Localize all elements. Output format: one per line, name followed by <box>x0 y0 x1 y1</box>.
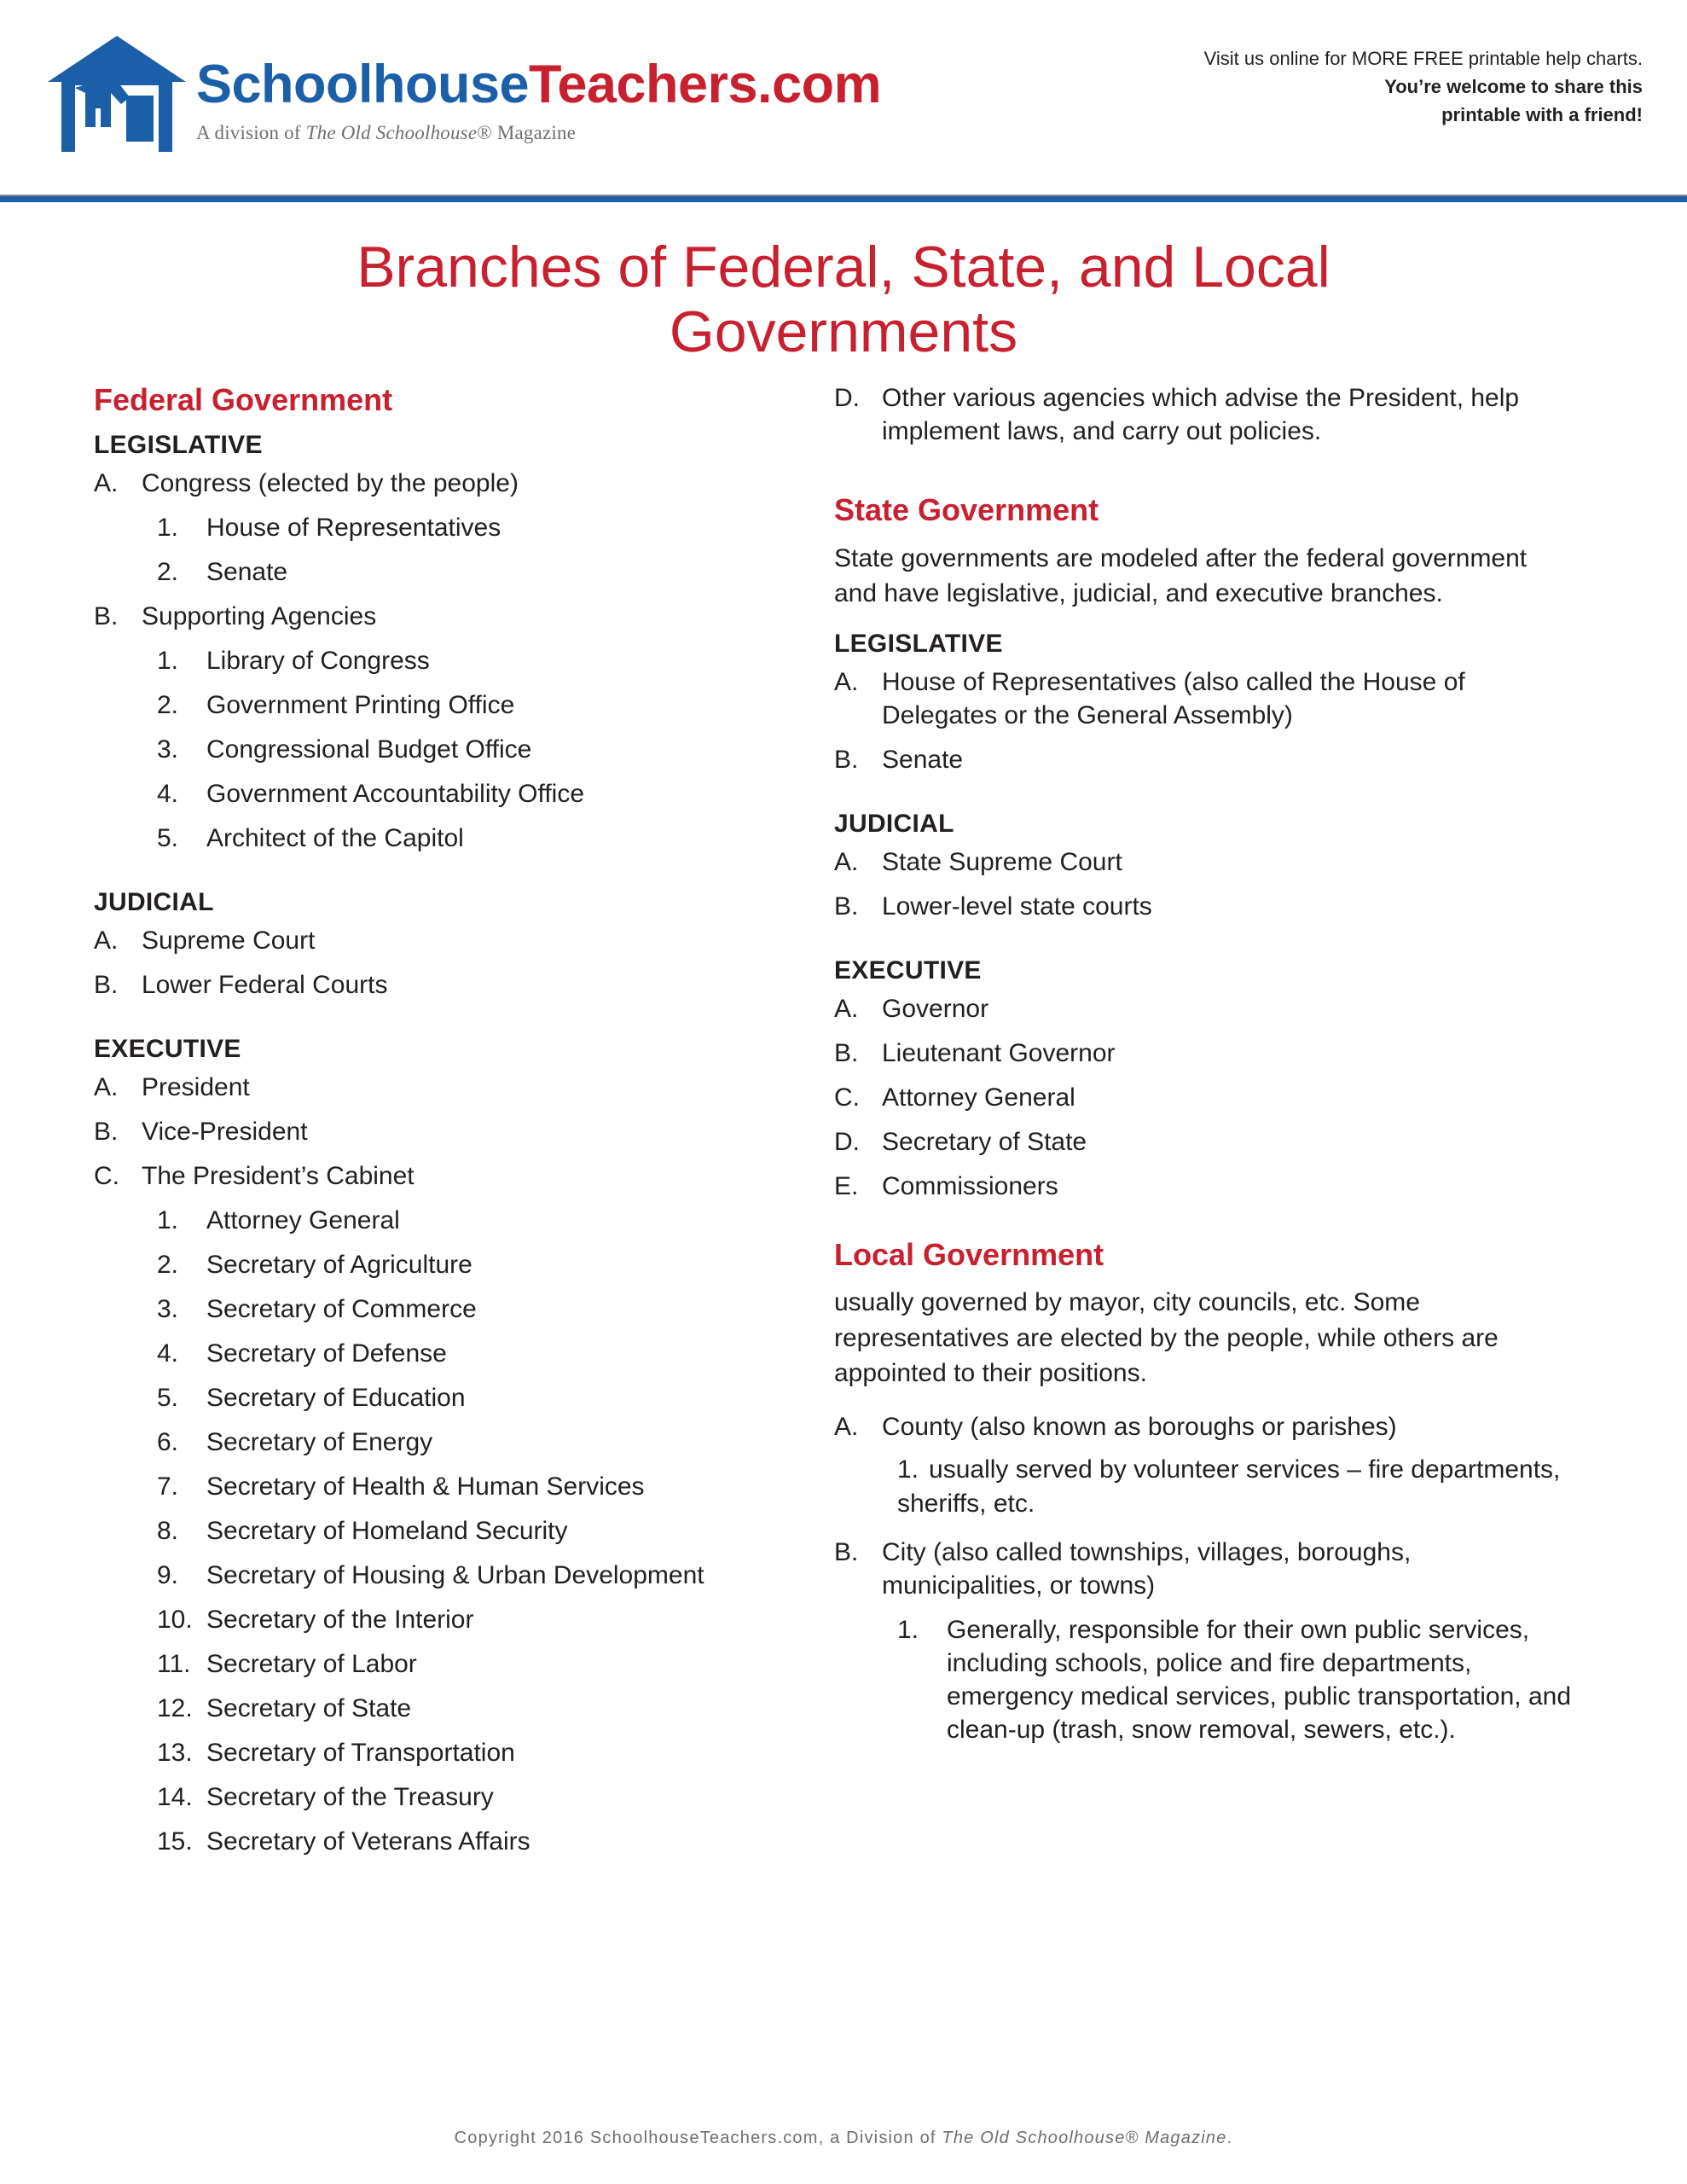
state-legislative-list <box>834 665 1576 776</box>
item-marker: B. <box>834 746 859 775</box>
logo-tagline-italic: The Old Schoolhouse <box>305 122 478 143</box>
federal-legislative-list <box>94 467 768 500</box>
list-item <box>157 644 768 677</box>
list-item <box>157 1470 768 1503</box>
list-item <box>834 1125 1576 1159</box>
item-text: Government Accountability Office <box>206 779 584 808</box>
item-text: City (also called townships, villages, boroughs, municipalities, or towns) <box>882 1538 1412 1600</box>
list-item <box>94 1115 768 1148</box>
federal-supporting-agencies-sublist <box>94 644 768 855</box>
header-note <box>1204 44 1643 129</box>
schoolhouse-logo-icon <box>44 32 189 160</box>
list-item <box>157 1692 768 1725</box>
list-item <box>94 600 768 633</box>
item-text: Secretary of Education <box>206 1383 466 1412</box>
copyright-prefix: Copyright 2016 SchoolhouseTeachers.com, a Division of <box>454 2129 942 2147</box>
federal-executive-heading: EXECUTIVE <box>94 1034 241 1063</box>
federal-executive-list <box>94 1071 768 1193</box>
list-item <box>157 1559 768 1592</box>
item-marker: 13. <box>157 1738 193 1767</box>
header-note-line2: You’re welcome to share this <box>1384 76 1643 97</box>
item-text: Attorney General <box>206 1205 400 1234</box>
list-item <box>157 777 768 810</box>
list-item <box>834 743 1576 776</box>
list-item <box>834 890 1576 923</box>
item-marker: B. <box>834 892 859 921</box>
logo-tagline <box>196 122 881 144</box>
list-item <box>157 1381 768 1414</box>
list-item <box>157 1204 768 1237</box>
list-item <box>157 1647 768 1681</box>
header-note-line1: Visit us online for MORE FREE printable help charts. <box>1203 48 1643 69</box>
item-marker: 15. <box>157 1827 193 1856</box>
list-item <box>157 555 768 589</box>
item-marker: C. <box>94 1161 119 1190</box>
item-text: House of Representatives <box>206 513 501 542</box>
copyright-suffix: . <box>1226 2129 1233 2147</box>
item-marker: 1. <box>157 1205 179 1234</box>
item-text: Other various agencies which advise the President, help implement laws, and carry out policies. <box>882 384 1520 446</box>
item-marker: 1. <box>897 1616 919 1645</box>
federal-legislative-list-b <box>94 600 768 633</box>
list-item <box>157 1337 768 1370</box>
item-marker: 10. <box>157 1605 193 1634</box>
list-item <box>157 1292 768 1326</box>
item-marker: A. <box>94 1072 119 1101</box>
item-marker: 2. <box>157 690 179 719</box>
item-text: Supreme Court <box>142 926 316 955</box>
item-marker: 11. <box>157 1649 191 1678</box>
list-item <box>834 381 1576 448</box>
item-text: Secretary of Energy <box>206 1427 433 1456</box>
list-item <box>157 1780 768 1814</box>
item-text: Lower Federal Courts <box>142 970 388 999</box>
item-text: Congressional Budget Office <box>206 735 532 764</box>
section-heading-state: State Government <box>834 492 1099 528</box>
item-text: State Supreme Court <box>882 848 1122 877</box>
section-heading-federal: Federal Government <box>94 382 393 418</box>
item-text: Governor <box>882 995 989 1024</box>
list-item <box>834 845 1576 879</box>
list-item <box>94 1159 768 1193</box>
list-item <box>157 1514 768 1548</box>
federal-legislative-congress-sublist <box>94 511 768 589</box>
item-marker: D. <box>834 1128 860 1157</box>
state-judicial-list <box>834 845 1576 923</box>
item-text: usually served by volunteer services – fire departments, sheriffs, etc. <box>897 1455 1561 1518</box>
federal-cabinet-sublist <box>94 1204 768 1858</box>
state-legislative-heading: LEGISLATIVE <box>834 630 1003 659</box>
content-columns <box>0 381 1687 1868</box>
logo-tagline-prefix: A division of <box>196 122 306 143</box>
logo-brand-part2: Teachers.com <box>529 55 882 114</box>
item-marker: 9. <box>157 1560 179 1589</box>
item-marker: 4. <box>157 779 179 808</box>
federal-legislative-heading: LEGISLATIVE <box>94 430 263 459</box>
item-text: House of Representatives (also called the House of Delegates or the General Assembly) <box>882 668 1465 730</box>
item-text: Generally, responsible for their own public services, including schools, police and fire departments, emergency medical services, public transportation, and clean-up (trash, snow removal, sewers, etc.). <box>947 1616 1572 1745</box>
item-text: Architect of the Capitol <box>206 823 464 852</box>
item-text: Commissioners <box>882 1172 1058 1201</box>
item-marker: E. <box>834 1172 859 1201</box>
header-divider <box>0 195 1687 202</box>
state-executive-heading: EXECUTIVE <box>834 956 982 985</box>
item-text: Congress (elected by the people) <box>142 468 519 497</box>
item-marker: 8. <box>157 1516 179 1545</box>
list-item <box>94 467 768 500</box>
federal-judicial-list <box>94 924 768 1002</box>
item-marker: 3. <box>157 1294 179 1323</box>
item-text: Government Printing Office <box>206 690 515 719</box>
item-marker: B. <box>834 1039 859 1068</box>
item-text: The President’s Cabinet <box>142 1161 415 1190</box>
item-text: Senate <box>882 746 964 775</box>
state-executive-list <box>834 992 1576 1203</box>
list-item <box>834 1081 1576 1114</box>
item-text: Secretary of Housing & Urban Development <box>206 1560 704 1589</box>
item-marker: A. <box>834 848 859 877</box>
item-text: Library of Congress <box>206 646 430 675</box>
item-marker: B. <box>834 1538 859 1567</box>
item-marker: A. <box>834 995 859 1024</box>
local-list-city <box>834 1536 1576 1602</box>
item-marker: 1. <box>157 646 179 675</box>
item-text: Secretary of Defense <box>206 1339 447 1368</box>
item-text: Attorney General <box>882 1083 1075 1112</box>
list-item <box>94 968 768 1002</box>
item-text: Lieutenant Governor <box>882 1039 1116 1068</box>
logo-wordmark <box>196 32 881 144</box>
item-marker: B. <box>94 601 119 630</box>
list-item <box>94 924 768 957</box>
page-footer <box>0 2129 1687 2148</box>
item-marker: 5. <box>157 823 179 852</box>
header-note-line3: printable with a friend! <box>1441 104 1643 125</box>
item-marker: 1. <box>157 513 179 542</box>
section-heading-local: Local Government <box>834 1237 1104 1273</box>
item-text: Secretary of Homeland Security <box>206 1516 568 1545</box>
page-header <box>0 0 1687 195</box>
list-item <box>834 1536 1576 1602</box>
list-item <box>834 992 1576 1025</box>
list-item <box>834 1170 1576 1203</box>
list-item <box>157 1825 768 1858</box>
logo-brand-part1: Schoolhouse <box>196 55 530 114</box>
state-judicial-heading: JUDICIAL <box>834 810 954 839</box>
item-text: Secretary of Labor <box>206 1649 417 1678</box>
item-marker: 2. <box>157 557 179 586</box>
copyright-italic: The Old Schoolhouse® Magazine <box>942 2129 1227 2147</box>
list-item <box>834 1037 1576 1070</box>
list-item <box>157 1248 768 1281</box>
item-text: Secretary of Agriculture <box>206 1250 472 1279</box>
item-marker: A. <box>834 1412 859 1441</box>
item-marker: A. <box>94 926 119 955</box>
item-marker: 2. <box>157 1250 179 1279</box>
item-marker: C. <box>834 1083 860 1112</box>
item-marker: 7. <box>157 1472 179 1501</box>
list-item <box>157 1426 768 1459</box>
item-text: Secretary of State <box>882 1128 1087 1157</box>
page-title: Branches of Federal, State, and Local Governments <box>357 235 1330 365</box>
local-intro-paragraph: usually governed by mayor, city councils, etc. Some representatives are elected by the people, while others are appointed to their positions. <box>834 1288 1499 1388</box>
item-text: Secretary of the Treasury <box>206 1782 494 1811</box>
item-text: Secretary of Health & Human Services <box>206 1472 645 1501</box>
item-marker: A. <box>834 668 859 697</box>
item-marker: 5. <box>157 1383 179 1412</box>
list-item <box>834 1410 1576 1443</box>
list-item <box>157 1603 768 1636</box>
item-marker: B. <box>94 1117 119 1146</box>
list-item <box>157 688 768 722</box>
item-text: President <box>142 1072 250 1101</box>
item-marker: D. <box>834 384 860 413</box>
item-text: County (also known as boroughs or parishes) <box>882 1412 1397 1441</box>
item-marker: 14. <box>157 1782 193 1811</box>
item-marker: 4. <box>157 1339 179 1368</box>
item-text: Secretary of State <box>206 1693 412 1722</box>
local-list-county <box>834 1410 1576 1443</box>
list-item <box>157 733 768 766</box>
item-text: Vice-President <box>142 1117 308 1146</box>
list-item <box>94 1071 768 1104</box>
item-text: Lower-level state courts <box>882 892 1152 921</box>
right-column <box>834 381 1576 1757</box>
item-marker: A. <box>94 468 119 497</box>
list-item <box>157 511 768 544</box>
item-marker: B. <box>94 970 119 999</box>
item-text: Secretary of Commerce <box>206 1294 477 1323</box>
federal-judicial-heading: JUDICIAL <box>94 887 214 916</box>
list-item <box>834 665 1576 732</box>
list-item <box>157 822 768 855</box>
item-text: Supporting Agencies <box>142 601 377 630</box>
local-city-sublist <box>834 1613 1576 1746</box>
item-marker: 6. <box>157 1427 179 1456</box>
item-text: Secretary of Veterans Affairs <box>206 1827 530 1856</box>
item-marker: 12. <box>157 1693 193 1722</box>
local-county-sub <box>834 1453 1576 1521</box>
list-item <box>157 1736 768 1769</box>
left-column <box>94 381 768 1868</box>
list-item <box>897 1613 1576 1746</box>
item-text: Secretary of Transportation <box>206 1738 515 1767</box>
item-text: Senate <box>206 557 288 586</box>
item-text: Secretary of the Interior <box>206 1605 474 1634</box>
state-intro-paragraph: State governments are modeled after the federal government and have legislative, judicial, and executive branches. <box>834 543 1528 607</box>
item-marker: 3. <box>157 735 179 764</box>
federal-executive-continued-list <box>834 381 1576 448</box>
site-logo[interactable] <box>44 32 881 160</box>
logo-tagline-suffix: ® Magazine <box>477 122 577 143</box>
item-marker: 1. <box>897 1455 919 1484</box>
